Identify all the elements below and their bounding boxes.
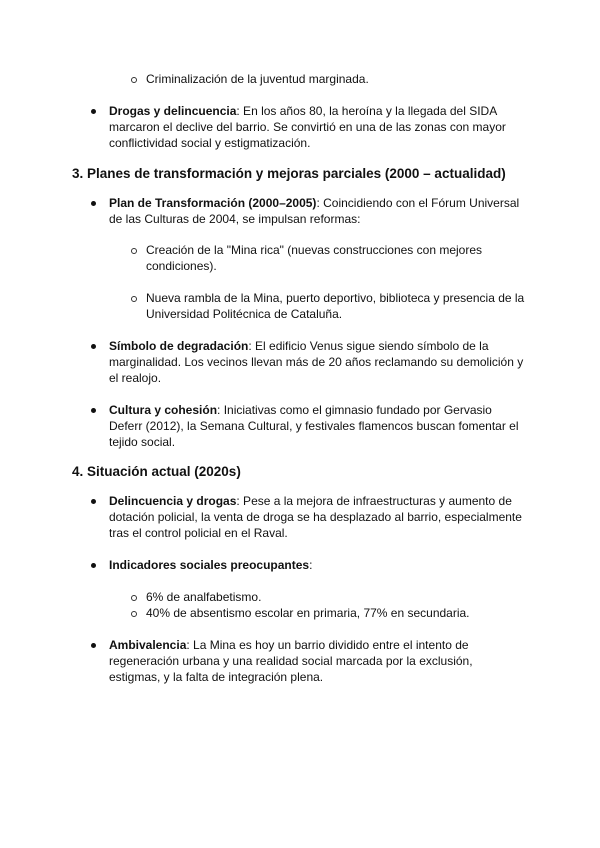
list-subitem: Criminalización de la juventud marginada. bbox=[146, 72, 369, 86]
bullet-icon bbox=[91, 408, 96, 413]
item-text: : El edificio Venus sigue siendo símbolo de la bbox=[248, 339, 489, 353]
item-text: : En los años 80, la heroína y la llegada del SIDA bbox=[236, 104, 498, 118]
item-title: Cultura y cohesión bbox=[109, 403, 218, 417]
item-text: : Iniciativas como el gimnasio fundado por Gervasio bbox=[217, 403, 492, 417]
item-text: estigmas, y la falta de integración plena. bbox=[109, 670, 324, 684]
item-title: Indicadores sociales preocupantes bbox=[109, 558, 310, 572]
item-text: regeneración urbana y una realidad social marcada por la exclusión, bbox=[109, 654, 473, 668]
bullet-icon bbox=[91, 201, 96, 206]
item-text: Deferr (2012), la Semana Cultural, y festivales flamencos buscan fomentar el bbox=[109, 419, 519, 433]
bullet-icon bbox=[91, 643, 96, 648]
item-text: : bbox=[309, 558, 313, 572]
item-text: marginalidad. Los vecinos llevan más de 20 años reclamando su demolición y bbox=[109, 355, 524, 369]
list-item bbox=[109, 195, 519, 211]
item-text: : Pese a la mejora de infraestructuras y aumento de bbox=[236, 494, 512, 508]
item-title: Símbolo de degradación bbox=[109, 339, 249, 353]
item-text: el realojo. bbox=[109, 371, 162, 385]
list-subitem: 6% de analfabetismo. bbox=[146, 590, 262, 604]
hollow-bullet-icon bbox=[131, 595, 137, 601]
bullet-icon bbox=[91, 109, 96, 114]
hollow-bullet-icon bbox=[131, 248, 137, 254]
item-title: Delincuencia y drogas bbox=[109, 494, 237, 508]
item-text: dotación policial, la venta de droga se ha desplazado al barrio, especialmente bbox=[109, 510, 522, 524]
section-heading: 3. Planes de transformación y mejoras parciales (2000 – actualidad) bbox=[72, 166, 506, 181]
list-subitem: Universidad Politécnica de Cataluña. bbox=[146, 307, 343, 321]
list-item bbox=[109, 103, 497, 119]
list-item bbox=[109, 402, 492, 418]
hollow-bullet-icon bbox=[131, 296, 137, 302]
section-heading: 4. Situación actual (2020s) bbox=[72, 464, 241, 479]
list-subitem: 40% de absentismo escolar en primaria, 77% en secundaria. bbox=[146, 606, 470, 620]
bullet-icon bbox=[91, 499, 96, 504]
bullet-icon bbox=[91, 563, 96, 568]
item-title: Drogas y delincuencia bbox=[109, 104, 237, 118]
hollow-bullet-icon bbox=[131, 77, 137, 83]
item-text: tras el control policial en el Raval. bbox=[109, 526, 288, 540]
hollow-bullet-icon bbox=[131, 611, 137, 617]
list-subitem: Creación de la "Mina rica" (nuevas construcciones con mejores bbox=[146, 243, 483, 257]
list-item bbox=[109, 557, 312, 573]
item-text: : La Mina es hoy un barrio dividido entre el intento de bbox=[186, 638, 469, 652]
bullet-icon bbox=[91, 344, 96, 349]
item-title: Ambivalencia bbox=[109, 638, 187, 652]
list-subitem: Nueva rambla de la Mina, puerto deportivo, biblioteca y presencia de la bbox=[146, 291, 525, 305]
list-item bbox=[109, 493, 512, 509]
item-text: tejido social. bbox=[109, 435, 176, 449]
item-text: de las Culturas de 2004, se impulsan reformas: bbox=[109, 212, 361, 226]
item-text: conflictividad social y estigmatización. bbox=[109, 136, 311, 150]
item-text: : Coincidiendo con el Fórum Universal bbox=[316, 196, 520, 210]
list-subitem: condiciones). bbox=[146, 259, 217, 273]
list-item bbox=[109, 637, 469, 653]
item-text: marcaron el declive del barrio. Se convirtió en una de las zonas con mayor bbox=[109, 120, 506, 134]
list-item bbox=[109, 338, 489, 354]
item-title: Plan de Transformación (2000–2005) bbox=[109, 196, 317, 210]
